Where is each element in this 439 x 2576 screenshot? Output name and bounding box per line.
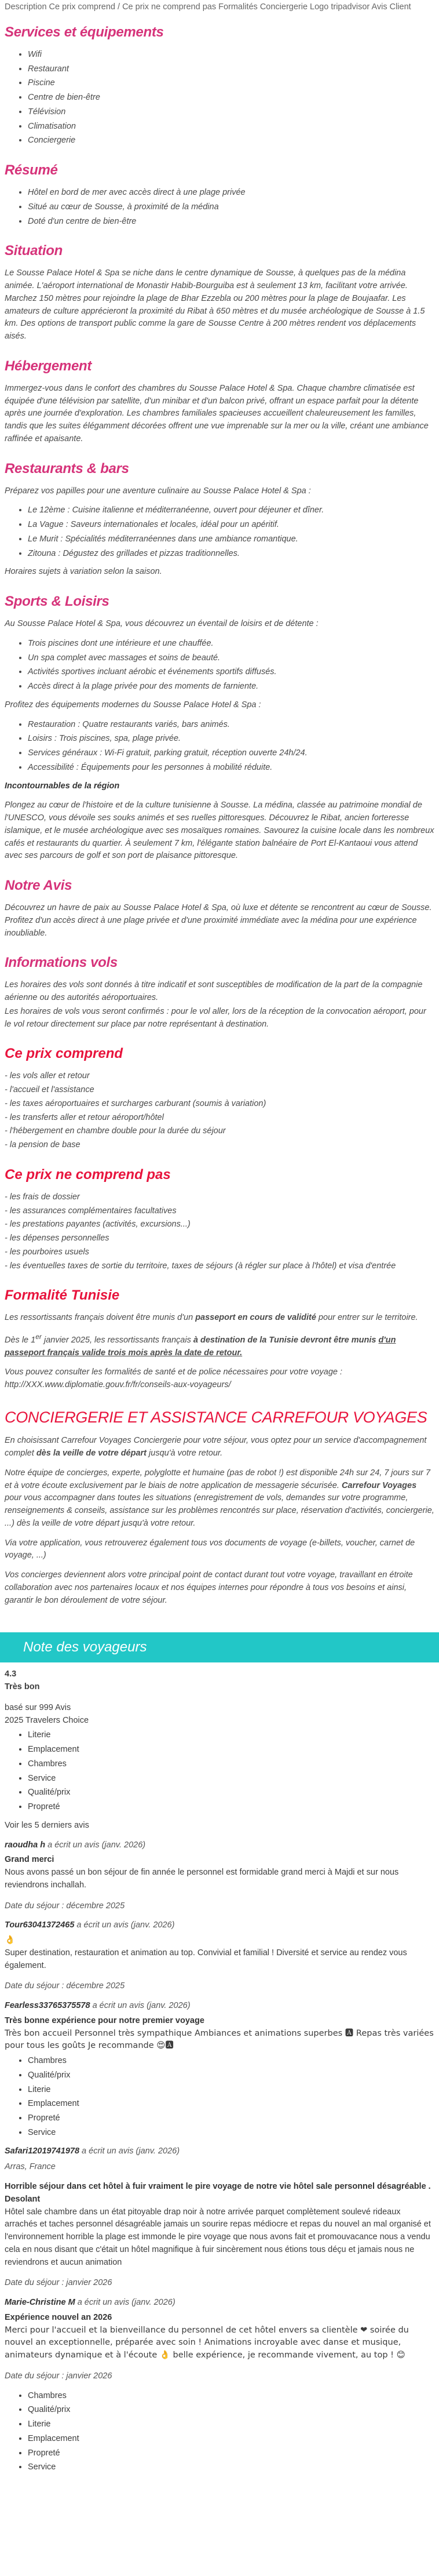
diplomatie-link[interactable]: http://XXX.www.diplomatie.gouv.fr/fr/conseils-aux-voyageurs/ (5, 1380, 231, 1390)
list-item: • Télévision (28, 106, 434, 119)
review-item: Fearless33765375578 a écrit un avis (janv. 2026) Très bonne expérience pour notre premier voyage Très bon accueil Personnel très sympathique Ambiances et animations superbes 🅰 Repas très variées pour tous les goûts Je recommande 😍🅰 • Chambres • Qualité/prix • Literie • Emplacement • Propreté • Service (5, 2000, 434, 2140)
review-author: Tour63041372465 (5, 1920, 75, 1930)
review-location: Arras, France (5, 2162, 56, 2172)
list-item: • Chambres (28, 1758, 434, 1771)
review-body: Merci pour l'accueil et la bienveillance du personnel de cet hôtel envers sa clientèle ❤ soirée du nouvel an exceptionnelle, préparée avec soin ! Animations incroyable avec danse et musique, animateurs dynamique et à l'écoute 👌 belle expérience, je recommande vivement, au top ! 😊 (5, 2325, 409, 2360)
review-title: Expérience nouvel an 2026 (5, 2312, 112, 2322)
resume-title: Résumé (5, 162, 58, 178)
services-title: Services et équipements (5, 24, 164, 40)
review-categories (5, 2390, 434, 2475)
review-title: Grand merci (5, 1855, 54, 1865)
reviews-banner: Note des voyageurs (0, 1632, 439, 1662)
services-list (5, 49, 434, 147)
list-item: • Accessibilité : Équipements pour les personnes à mobilité réduite. (28, 762, 434, 774)
infos-text-2: Les horaires de vols vous seront confirmés : pour le vol aller, lors de la réception de la convocation aéroport, pour le vol retour directement sur place par notre représentant à destination. (5, 1006, 426, 1029)
infos-text-1: Les horaires des vols sont donnés à titre indicatif et sont susceptibles de modification de la part de la compagnie aérienne ou des autorités aéroportuaires. (5, 980, 423, 1002)
list-item: • Qualité/prix (28, 1787, 434, 1799)
review-title: Horrible séjour dans cet hôtel à fuir vraiment le pire voyage de notre vie hôtel sale personnel désagréable . Desolant (5, 2182, 431, 2204)
list-item: • Qualité/prix (28, 2404, 434, 2417)
list-item: • Un spa complet avec massages et soins de beauté. (28, 652, 434, 665)
list-item: • Hôtel en bord de mer avec accès direct à une plage privée (28, 187, 434, 199)
list-item: • Climatisation (28, 121, 434, 133)
restaurants-list (5, 504, 434, 560)
see-last-reviews-link[interactable]: Voir les 5 derniers avis (5, 1820, 89, 1830)
equipements-list (5, 719, 434, 774)
review-item: Safari12019741978 a écrit un avis (janv. 2026) Arras, France Horrible séjour dans cet hôtel à fuir vraiment le pire voyage de notre vie hôtel sale personnel désagréable . Desolant Hôtel sale chambre dans un état pitoyable drap noir à notre arrivée parquet complètement soulevé rideaux arrachés et taches personnel désagréable jamais un sourire repas médiocre et repas du nouvel an mal organisé et l'environnement horrible la plage est immonde le pire voyage que nous avons fait et promouvacance nous a vendu cela en nous disant que c'était un hôtel magnifique à fuir sincèrement nous étions tous déçu et jamais nous ne reviendrons et aucun animation Date du séjour : janvier 2026 (5, 2145, 434, 2290)
infos-title: Informations vols (5, 955, 118, 971)
avis-text: Découvrez un havre de paix au Sousse Palace Hotel & Spa, où luxe et détente se rencontrent au cœur de Sousse. Profitez d'un accès direct à une plage privée et d'une proximité immédiate avec la médina pour une expérience inoubliable. (5, 903, 432, 938)
list-item: - les pourboires usuels (5, 1247, 89, 1257)
list-item: • Emplacement (28, 1744, 434, 1756)
list-item: • Emplacement (28, 2433, 434, 2446)
hebergement-text: Immergez-vous dans le confort des chambres du Sousse Palace Hotel & Spa. Chaque chambre climatisée est équipée d'une télévision par satellite, d'un minibar et d'un balcon privé, offrant un espace parfait pour la détente après une journée d'exploration. Les chambres familiales spacieuses accueillent chaleureusement les familles, tandis que les suites élégamment décorées offrent une vue imprenable sur la mer ou la ville, créant une ambiance raffinée et apaisante. (5, 383, 429, 443)
list-item: - l'hébergement en chambre double pour la durée du séjour (5, 1126, 226, 1136)
restaurants-title: Restaurants & bars (5, 460, 129, 476)
list-item: • Accès direct à la plage privée pour des moments de farniente. (28, 681, 434, 693)
list-item: - les taxes aéroportuaires et surcharges carburant (soumis à variation) (5, 1098, 266, 1108)
list-item: • Conciergerie (28, 134, 434, 147)
review-categories (5, 1729, 434, 1814)
formalites-p2: Dès le 1er janvier 2025, les ressortissants français à destination de la Tunisie devront être munis d'un passeport français valide trois mois après la date de retour. (5, 1333, 396, 1358)
sports-title: Sports & Loisirs (5, 594, 109, 609)
review-author: raoudha h (5, 1840, 46, 1850)
list-item: - les frais de dossier (5, 1192, 80, 1202)
review-item: Tour63041372465 a écrit un avis (janv. 2026) 👌 Super destination, restauration et animation au top. Convivial et familial ! Diversité et service au rendez vous également. Date du séjour : décembre 2025 (5, 1919, 434, 1993)
review-item: Marie-Christine M a écrit un avis (janv. 2026) Expérience nouvel an 2026 Merci pour l'accueil et la bienveillance du personnel de cet hôtel envers sa clientèle ❤ soirée du nouvel an exceptionnelle, préparée avec soin ! Animations incroyable avec danse et musique, animateurs dynamique et à l'écoute 👌 belle expérience, je recommande vivement, au top ! 😊 Date du séjour : janvier 2026 • Chambres • Qualité/prix • Literie • Emplacement • Propreté • Service (5, 2297, 434, 2474)
region-subtitle: Incontournables de la région (5, 781, 120, 791)
list-item: • Situé au cœur de Sousse, à proximité de la médina (28, 201, 434, 214)
list-item: • Zitouna : Dégustez des grillades et pizzas traditionnelles. (28, 548, 434, 561)
review-count: basé sur 999 Avis (5, 1702, 71, 1712)
conciergerie-title: CONCIERGERIE ET ASSISTANCE CARREFOUR VOYAGES (5, 1408, 427, 1426)
region-text: Plongez au cœur de l'histoire et de la culture tunisienne à Sousse. La médina, classée au patrimoine mondial de l'UNESCO, vous dévoile ses souks animés et ses ruelles pittoresques. Découvrez le Ribat, ancien forteresse islamique, et le musée archéologique avec ses mosaïques romaines. Savourez la cuisine locale dans les nombreux cafés et restaurants du quartier. À seulement 7 km, l'élégante station balnéaire de Port El-Kantaoui vous attend avec ses parcours de golf et son port de plaisance pittoresque. (5, 801, 434, 861)
sports-intro-2: Profitez des équipements modernes du Sousse Palace Hotel & Spa : (5, 700, 261, 710)
review-date: Date du séjour : décembre 2025 (5, 1981, 125, 1991)
formalites-title: Formalité Tunisie (5, 1287, 120, 1304)
review-body: Hôtel sale chambre dans un état pitoyable drap noir à notre arrivée parquet complètement soulevé rideaux arrachés et taches personnel désagréable jamais un sourire repas médiocre et repas du nouvel an mal organisé et l'environnement horrible la plage est immonde le pire voyage que nous avons fait et promouvacance nous a vendu cela en nous disant que c'était un hôtel magnifique à fuir sincèrement nous étions tous déçu et jamais nous ne reviendrons et aucun animation (5, 2207, 431, 2267)
review-rating-word: Très bon (5, 1682, 40, 1692)
list-item: • Le Murit : Spécialités méditerranéennes dans une ambiance romantique. (28, 533, 434, 546)
review-score: 4.3 (5, 1669, 17, 1679)
review-date: Date du séjour : janvier 2026 (5, 2278, 112, 2288)
review-item: raoudha h a écrit un avis (janv. 2026) Grand merci Nous avons passé un bon séjour de fin année le personnel est formidable grand merci à Majdi et sur nous reviendrons inchallah. Date du séjour : décembre 2025 (5, 1839, 434, 1913)
list-item: - les dépenses personnelles (5, 1234, 109, 1243)
prix-title: Ce prix comprend (5, 1046, 123, 1062)
list-item: - les assurances complémentaires facultatives (5, 1206, 177, 1216)
list-item: - l'accueil et l'assistance (5, 1085, 94, 1094)
review-body: Super destination, restauration et animation au top. Convivial et familial ! Diversité et service au rendez vous également. (5, 1948, 407, 1970)
list-item: • Chambres (28, 2055, 434, 2068)
reviews-section (0, 1668, 439, 2474)
list-item: • Activités sportives incluant aérobic et événements sportifs diffusés. (28, 666, 434, 679)
list-item: • Literie (28, 2418, 434, 2431)
review-date: Date du séjour : janvier 2026 (5, 2371, 112, 2381)
review-source: 2025 Travelers Choice (5, 1715, 89, 1725)
list-item: • Literie (28, 2084, 434, 2097)
list-item: • Centre de bien-être (28, 92, 434, 104)
list-item: • Emplacement (28, 2098, 434, 2111)
list-item: • Qualité/prix (28, 2069, 434, 2082)
avis-title: Notre Avis (5, 878, 72, 893)
review-author: Safari12019741978 (5, 2146, 80, 2156)
restaurants-intro: Préparez vos papilles pour une aventure culinaire au Sousse Palace Hotel & Spa : (5, 486, 311, 496)
list-item: • Propreté (28, 2447, 434, 2460)
resume-list (5, 187, 434, 228)
list-item: • Services généraux : Wi-Fi gratuit, parking gratuit, réception ouverte 24h/24. (28, 747, 434, 760)
review-body: Très bon accueil Personnel très sympathique Ambiances et animations superbes 🅰 Repas très variées pour tous les goûts Je recommande 😍🅰 (5, 2028, 434, 2051)
ok-hand-emoji: 👌 (5, 1935, 16, 1945)
list-item: • Piscine (28, 77, 434, 90)
list-item: • Service (28, 1773, 434, 1785)
list-item: • Service (28, 2461, 434, 2474)
review-author: Fearless33765375578 (5, 2001, 90, 2011)
situation-title: Situation (5, 243, 63, 259)
list-item: • Literie (28, 1729, 434, 1742)
list-item: • Propreté (28, 2112, 434, 2125)
prix-list (5, 1070, 434, 1152)
list-item: • Restauration : Quatre restaurants variés, bars animés. (28, 719, 434, 732)
list-item: • Trois piscines dont une intérieure et une chauffée. (28, 638, 434, 650)
sports-intro: Au Sousse Palace Hotel & Spa, vous découvrez un éventail de loisirs et de détente : (5, 619, 319, 628)
list-item: • Chambres (28, 2390, 434, 2403)
review-body: Nous avons passé un bon séjour de fin année le personnel est formidable grand merci à Majdi et sur nous reviendrons inchallah. (5, 1868, 399, 1890)
list-item: • La Vague : Saveurs internationales et locales, idéal pour un apéritif. (28, 519, 434, 532)
formalites-p1: Les ressortissants français doivent être munis d'un passeport en cours de validité pour entrer sur le territoire. (5, 1313, 418, 1323)
list-item: - les prestations payantes (activités, excursions...) (5, 1220, 191, 1229)
list-item: - les transferts aller et retour aéroport/hôtel (5, 1112, 164, 1122)
list-item: • Loisirs : Trois piscines, spa, plage privée. (28, 733, 434, 745)
review-author: Marie-Christine M (5, 2298, 75, 2308)
conciergerie-p4: Vos concierges deviennent alors votre principal point de contact durant tout votre voyage, travaillant en étroite collaboration avec nos partenaires locaux et nos équipes internes pour répondre à tous vos besoins et ainsi, garantir le bon déroulement de votre séjour. (5, 1570, 413, 1605)
list-item: • Service (28, 2127, 434, 2140)
conciergerie-p2: Notre équipe de concierges, experte, polyglotte et humaine (pas de robot !) est disponible 24h sur 24, 7 jours sur 7 et à votre écoute exclusivement par le biais de notre application de messagerie sécurisée. Carrefour Voyages pour vous accompagner dans toutes les situations (enregistrement de vols, demandes sur votre programme, renseignements & conseils, assistance sur les problèmes rencontrés sur place, réservation d'activités, conciergerie, ...) dès la veille de votre départ jusqu'à votre retour. (5, 1468, 434, 1528)
formalites-p3: Vous pouvez consulter les formalités de santé et de police nécessaires pour votre voyage : (5, 1367, 343, 1377)
list-item: • Doté d'un centre de bien-être (28, 216, 434, 228)
hebergement-title: Hébergement (5, 358, 92, 374)
conciergerie-p3: Via votre application, vous retrouverez également tous vos documents de voyage (e-billets, voucher, carnet de voyage, ...) (5, 1538, 415, 1560)
nonprix-list (5, 1191, 434, 1273)
nonprix-title: Ce prix ne comprend pas (5, 1166, 171, 1183)
list-item: - les vols aller et retour (5, 1071, 90, 1081)
list-item: - les éventuelles taxes de sortie du territoire, taxes de séjours (à régler sur place à l'hôtel) et visa d'entrée (5, 1261, 396, 1271)
conciergerie-p1: En choisissant Carrefour Voyages Conciergerie pour votre séjour, vous optez pour un service d'accompagnement complet dès la veille de votre départ jusqu'à votre retour. (5, 1436, 427, 1458)
list-item: • Restaurant (28, 63, 434, 76)
list-item: • Wifi (28, 49, 434, 61)
review-date: Date du séjour : décembre 2025 (5, 1901, 125, 1911)
list-item: • Le 12ème : Cuisine italienne et méditerranéenne, ouvert pour déjeuner et dîner. (28, 504, 434, 517)
sports-list (5, 638, 434, 693)
restaurants-note: Horaires sujets à variation selon la saison. (5, 567, 162, 577)
list-item: - la pension de base (5, 1140, 81, 1149)
page-nav-text[interactable]: Description Ce prix comprend / Ce prix ne comprend pas Formalités Conciergerie Logo tripadvisor Avis Client (5, 2, 411, 12)
situation-text: Le Sousse Palace Hotel & Spa se niche dans le centre dynamique de Sousse, à quelques pas de la médina animée. L'aéroport international de Monastir Habib-Bourguiba est à seulement 13 km, facilitant votre arrivée. Marchez 150 mètres pour rejoindre la plage de Bhar Ezzebla ou 200 mètres pour la plage de Boujaafar. Les amateurs de culture apprécieront la proximité du Ribat à 650 mètres et du musée archéologique de Sousse à 1.5 km. Des options de transport public comme la gare de Sousse Centre à 200 mètres rendent vos déplacements aisés. (5, 268, 425, 341)
review-title: Très bonne expérience pour notre premier voyage (5, 2015, 204, 2025)
review-categories (5, 2055, 434, 2140)
list-item: • Propreté (28, 1801, 434, 1814)
